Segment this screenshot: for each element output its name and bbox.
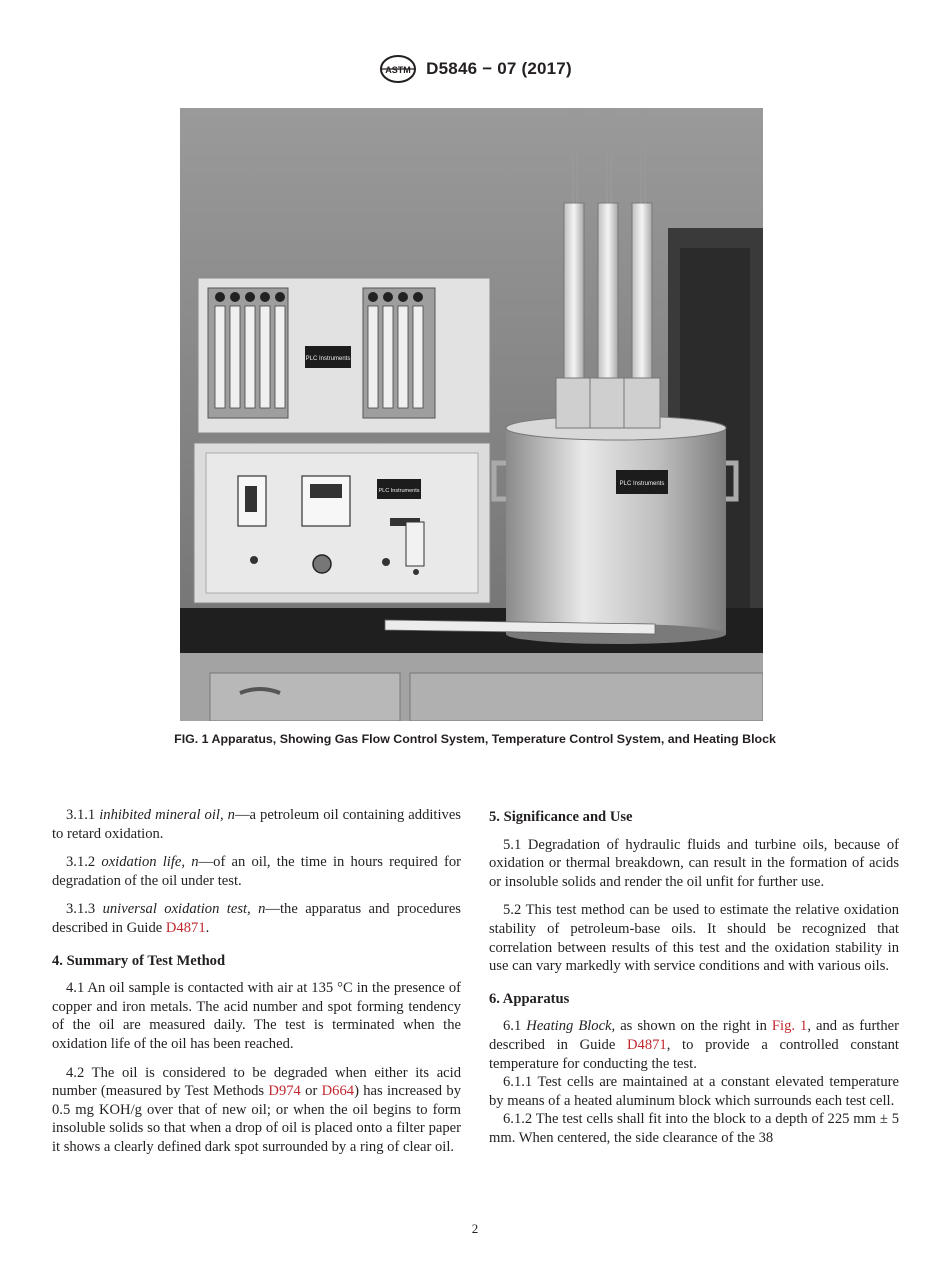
para-3-1-1: 3.1.1 inhibited mineral oil, n—a petroleum oil containing additives to retard oxidation. xyxy=(52,807,461,842)
para-6-1-2: 6.1.2 The test cells shall fit into the block to a depth of 225 mm ± 5 mm. When centered, the side clearance of the 38 xyxy=(489,1111,899,1146)
page-number: 2 xyxy=(471,1221,479,1236)
section-4-heading: 4. Summary of Test Method xyxy=(52,952,226,969)
left-column xyxy=(52,806,461,1167)
document-designation: D5846 − 07 (2017) xyxy=(426,59,572,78)
page-header xyxy=(0,52,950,86)
ref-d4871[interactable]: D4871 xyxy=(165,919,206,936)
nameplate-block: PLC Instruments xyxy=(619,481,665,487)
para-4-2: 4.2 The oil is considered to be degraded when either its acid number (measured by Test Methods D974 or D664) has increased by 0.5 mg KOH/g over that of new oil; or when the oil begins to form insoluble solids so that when a drop of oil is placed onto a filter paper it shows a clearly defined dark spot surrounded by a ring of clear oil. xyxy=(52,1064,461,1155)
ref-d974[interactable]: D974 xyxy=(268,1083,301,1100)
nameplate-middle: PLC Instruments xyxy=(378,488,420,494)
section-6-heading: 6. Apparatus xyxy=(489,990,570,1007)
logo-text: ASTM xyxy=(385,65,411,75)
para-5-1: 5.1 Degradation of hydraulic fluids and turbine oils, because of oxidation or thermal breakdown, can result in the formation of acids or insoluble solids and render the oil unfit for further use. xyxy=(489,836,899,890)
section-5-heading: 5. Significance and Use xyxy=(489,809,633,825)
ref-d664[interactable]: D664 xyxy=(321,1083,355,1100)
astm-logo xyxy=(378,54,418,84)
right-column xyxy=(489,806,899,1148)
para-6-1: 6.1 Heating Block, as shown on the right in Fig. 1, and as further described in Guide D4871, to provide a controlled constant temperature for conducting the test. xyxy=(489,1018,899,1072)
ref-fig-1[interactable]: Fig. 1 xyxy=(771,1018,808,1035)
para-4-1: 4.1 An oil sample is contacted with air at 135 °C in the presence of copper and iron metals. The acid number and spot forming tendency of the oil are measured daily. The test is terminated when the oxidation life of the oil has been reached. xyxy=(52,980,461,1052)
figure-caption: FIG. 1 Apparatus, Showing Gas Flow Control System, Temperature Control System, and Heating Block xyxy=(174,732,776,746)
figure-1-photo xyxy=(180,108,763,721)
ref-d4871-apparatus[interactable]: D4871 xyxy=(626,1036,667,1053)
para-3-1-2: 3.1.2 oxidation life, n—of an oil, the time in hours required for degradation of the oil under test. xyxy=(52,854,461,889)
para-5-2: 5.2 This test method can be used to estimate the relative oxidation stability of petroleum-base oils. It should be recognized that correlation between results of this test and the oxidation stability in use can vary markedly with service conditions and with various oils. xyxy=(489,902,899,975)
nameplate-upper: PLC Instruments xyxy=(305,356,351,362)
para-3-1-3: 3.1.3 universal oxidation test, n—the apparatus and procedures described in Guide D4871. xyxy=(52,901,461,936)
para-6-1-1: 6.1.1 Test cells are maintained at a constant elevated temperature by means of a heated aluminum block which surrounds each test cell. xyxy=(489,1074,899,1109)
